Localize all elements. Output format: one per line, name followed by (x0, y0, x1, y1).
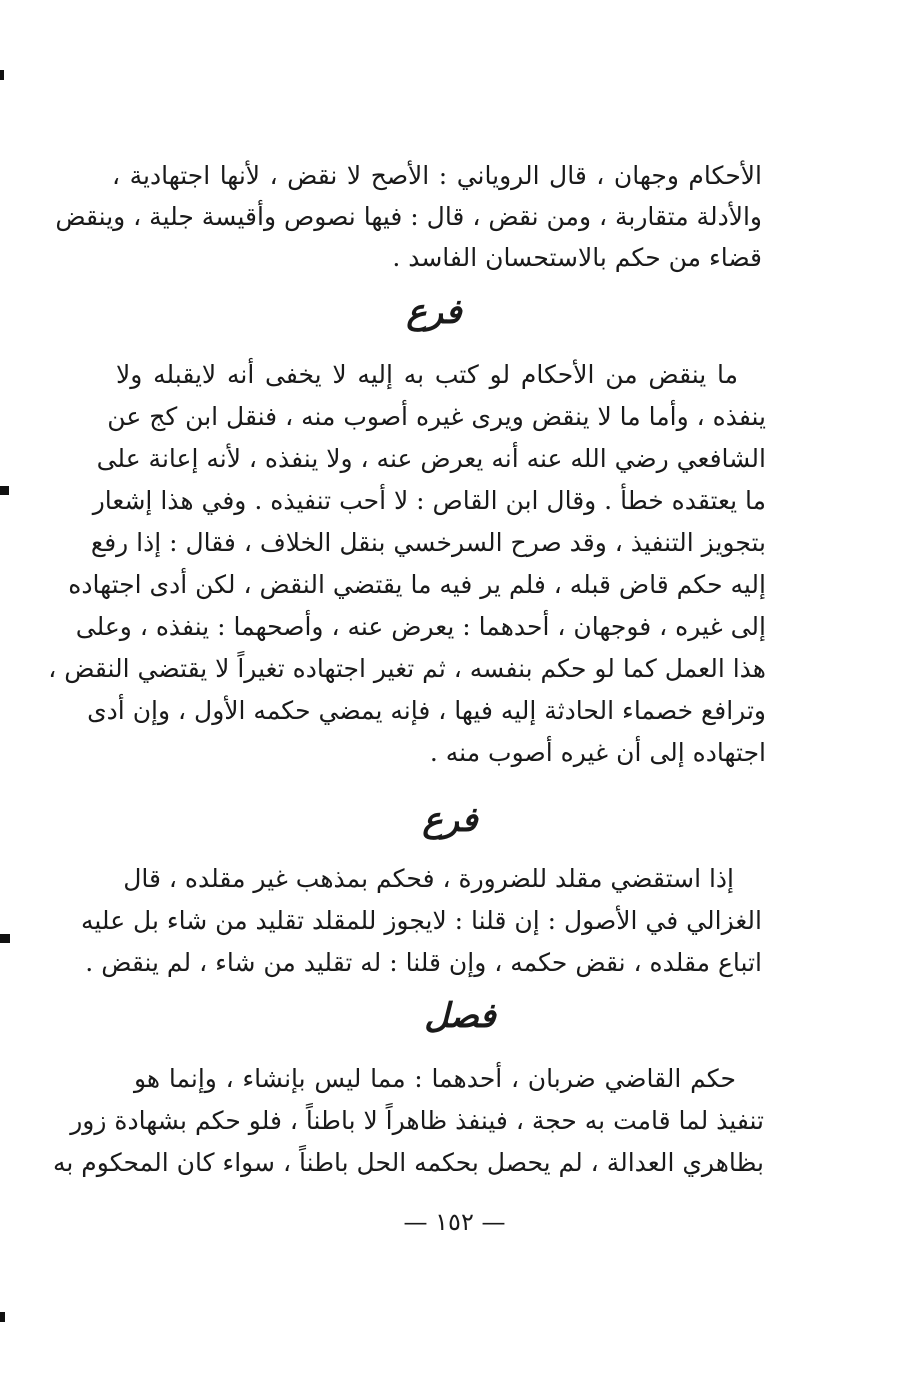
text-line: إلى غيره ، فوجهان ، أحدهما : يعرض عنه ، وأصحهما : ينفذه ، وعلى (75, 612, 766, 641)
text-line: وترافع خصماء الحادثة إليه فيها ، فإنه يمضي حكمه الأول ، وإن أدى (87, 696, 766, 725)
text-line: بظاهري العدالة ، لم يحصل بحكمه الحل باطناً ، سواء كان المحكوم به (53, 1148, 764, 1177)
paragraph-2 (48, 354, 766, 774)
paragraph-3 (80, 858, 762, 984)
text-line: ما ينقض من الأحكام لو كتب به إليه لا يخفى أنه لايقبله ولا (116, 360, 738, 389)
text-line: حكم القاضي ضربان ، أحدهما : مما ليس بإنشاء ، وإنما هو (134, 1064, 736, 1093)
scan-margin-mark (0, 1312, 5, 1322)
text-line: قضاء من حكم بالاستحسان الفاسد . (392, 243, 762, 272)
scan-margin-mark (0, 934, 10, 943)
section-heading-fasl: فصل (424, 996, 496, 1036)
text-line: ما يعتقده خطأ . وقال ابن القاص : لا أحب تنفيذه . وفي هذا إشعار (92, 486, 766, 515)
text-line: اتباع مقلده ، نقض حكمه ، وإن قلنا : له تقليد من شاء ، لم ينقض . (85, 948, 762, 977)
text-line: الأحكام وجهان ، قال الروياني : الأصح لا نقض ، لأنها اجتهادية ، (112, 161, 762, 190)
section-heading-far: فرع (406, 292, 462, 332)
scan-margin-mark (0, 486, 9, 495)
text-line: بتجويز التنفيذ ، وقد صرح السرخسي بنقل الخلاف ، فقال : إذا رفع (90, 528, 766, 557)
section-heading-far: فرع (422, 800, 478, 840)
text-line: اجتهاده إلى أن غيره أصوب منه . (429, 738, 766, 767)
text-line: إليه حكم قاض قبله ، فلم ير فيه ما يقتضي النقض ، لكن أدى اجتهاده (68, 570, 766, 599)
text-line: إذا استقضي مقلد للضرورة ، فحكم بمذهب غير مقلده ، قال (123, 864, 734, 893)
scan-margin-mark (0, 70, 4, 80)
text-line: الغزالي في الأصول : إن قلنا : لايجوز للمقلد تقليد من شاء بل عليه (80, 906, 762, 935)
page-number: — ١٥٢ — (403, 1208, 506, 1236)
text-line: والأدلة متقاربة ، ومن نقض ، قال : فيها نصوص وأقيسة جلية ، وينقض (55, 202, 762, 231)
paragraph-1 (55, 155, 762, 278)
text-line: هذا العمل كما لو حكم بنفسه ، ثم تغير اجتهاده تغيراً لا يقتضي النقض ، (48, 654, 766, 683)
text-line: تنفيذ لما قامت به حجة ، فينفذ ظاهراً لا باطناً ، فلو حكم بشهادة زور (70, 1106, 764, 1135)
text-line: الشافعي رضي الله عنه أنه يعرض عنه ، ولا ينفذه ، لأنه إعانة على (96, 444, 766, 473)
paragraph-4 (53, 1058, 764, 1184)
text-line: ينفذه ، وأما ما لا ينقض ويرى غيره أصوب منه ، فنقل ابن كج عن (107, 402, 766, 431)
